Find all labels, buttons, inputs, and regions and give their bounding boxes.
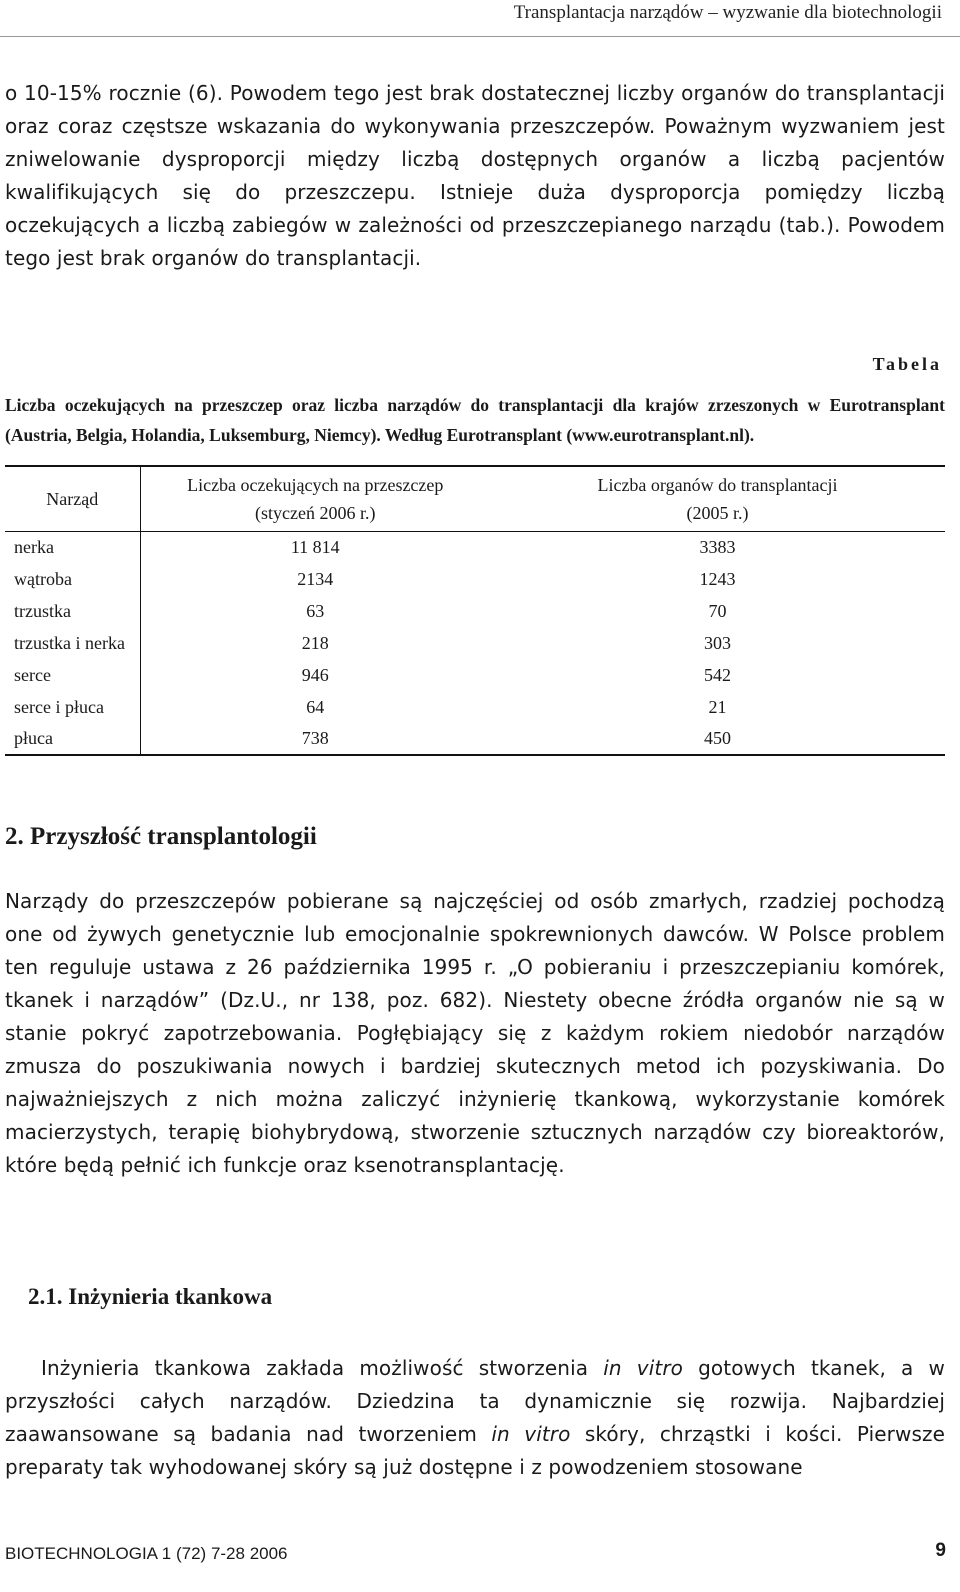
- header-waiting-date: (styczeń 2006 r.): [255, 502, 376, 523]
- cell-organ: nerka: [5, 531, 140, 563]
- page-number: 9: [935, 1540, 946, 1561]
- cell-organs: 3383: [699, 536, 736, 557]
- table-row: [5, 531, 945, 563]
- table-row: [5, 723, 945, 755]
- running-header: Transplantacja narządów – wyzwanie dla biotechnologii: [513, 2, 942, 23]
- text-run: skóry, chrząstki i kości. Pierwsze preparaty tak wyhodowanej skóry są już dostępne i z powodzeniem stosowane: [5, 1422, 945, 1479]
- cell-waiting: 738: [301, 728, 329, 748]
- cell-waiting: 11 814: [290, 536, 340, 557]
- header-organs-title: Liczba organów do transplantacji: [597, 474, 838, 495]
- cell-organ: serce: [5, 659, 140, 691]
- section-heading: 2. Przyszłość transplantologii: [5, 823, 317, 850]
- italic-term: in vitro: [603, 1356, 683, 1380]
- text-run: gotowych tkanek, a w przyszłości całych narządów. Dziedzina ta dynamicznie się rozwija. Najbardziej zaawansowane są badania nad tworzeniem: [5, 1356, 945, 1446]
- header-divider: [0, 36, 960, 37]
- cell-organ: serce i płuca: [5, 691, 140, 723]
- cell-waiting: 64: [306, 696, 325, 717]
- header-organs-date: (2005 r.): [686, 502, 749, 523]
- cell-organs: 303: [704, 632, 731, 653]
- header-organ: Narząd: [5, 466, 140, 531]
- cell-organ: trzustka i nerka: [5, 627, 140, 659]
- subsection-heading: 2.1. Inżynieria tkankowa: [28, 1284, 273, 1309]
- cell-organs: 21: [708, 696, 727, 717]
- italic-term: in vitro: [491, 1422, 571, 1446]
- table-row: [5, 627, 945, 659]
- journal-footer: BIOTECHNOLOGIA 1 (72) 7-28 2006: [5, 1544, 288, 1563]
- header-waiting: [140, 466, 490, 531]
- header-waiting-title: Liczba oczekujących na przeszczep: [187, 474, 444, 495]
- cell-waiting: 2134: [297, 568, 334, 589]
- table-row: [5, 659, 945, 691]
- section-paragraph: Narządy do przeszczepów pobierane są najczęściej od osób zmarłych, rzadziej pochodzą one od żywych genetycznie lub emocjonalnie spokrewnionych dawców. W Polsce problem ten reguluje ustawa z 26 października 1995 r. „O pobieraniu i przeszczepianiu komórek, tkanek i narządów” (Dz.U., nr 138, poz. 682). Niestety obecne źródła organów nie są w stanie pokryć zapotrzebowania. Pogłębiający się z każdym rokiem niedobór narządów zmusza do poszukiwania nowych i bardziej skutecznych metod ich pozyskiwania. Do najważniejszych z nich można zaliczyć inżynierię tkankową, wykorzystanie komórek macierzystych, terapię biohybrydową, stworzenie sztucznych narządów czy bioreaktorów, które będą pełnić ich funkcje oraz ksenotransplantację.: [5, 889, 945, 1177]
- text-run: Inżynieria tkankowa zakłada możliwość stworzenia: [41, 1356, 604, 1380]
- table-header-row: [5, 466, 945, 531]
- cell-organs: 70: [708, 600, 727, 621]
- cell-waiting: 63: [306, 600, 325, 621]
- cell-organs: 542: [704, 664, 731, 685]
- cell-organs: 1243: [699, 568, 736, 589]
- header-organs: [490, 466, 945, 531]
- cell-organ: wątroba: [5, 563, 140, 595]
- cell-organ: płuca: [5, 723, 140, 755]
- table-caption: Liczba oczekujących na przeszczep oraz liczba narządów do transplantacji dla krajów zrzeszonych w Eurotransplant (Austria, Belgia, Holandia, Luksemburg, Niemcy). Według Eurotransplant (www.eurotransplant.nl).: [5, 395, 945, 445]
- table-row: [5, 595, 945, 627]
- cell-waiting: 946: [301, 664, 329, 685]
- intro-paragraph: o 10-15% rocznie (6). Powodem tego jest brak dostatecznej liczby organów do transplantacji oraz coraz częstsze wskazania do wykonywania przeszczepów. Poważnym wyzwaniem jest zniwelowanie dysproporcji między liczbą dostępnych organów a liczbą pacjentów kwalifikujących się do przeszczepu. Istnieje duża dysproporcja pomiędzy liczbą oczekujących a liczbą zabiegów w zależności od przeszczepianego narządu (tab.). Powodem tego jest brak organów do transplantacji.: [5, 81, 945, 270]
- table-row: [5, 563, 945, 595]
- subsection-paragraph: [5, 1352, 945, 1484]
- cell-organs: 450: [704, 728, 731, 748]
- cell-waiting: 218: [301, 632, 329, 653]
- table-row: [5, 691, 945, 723]
- cell-organ: trzustka: [5, 595, 140, 627]
- organ-table: [5, 465, 945, 756]
- table-label: Tabela: [872, 354, 942, 374]
